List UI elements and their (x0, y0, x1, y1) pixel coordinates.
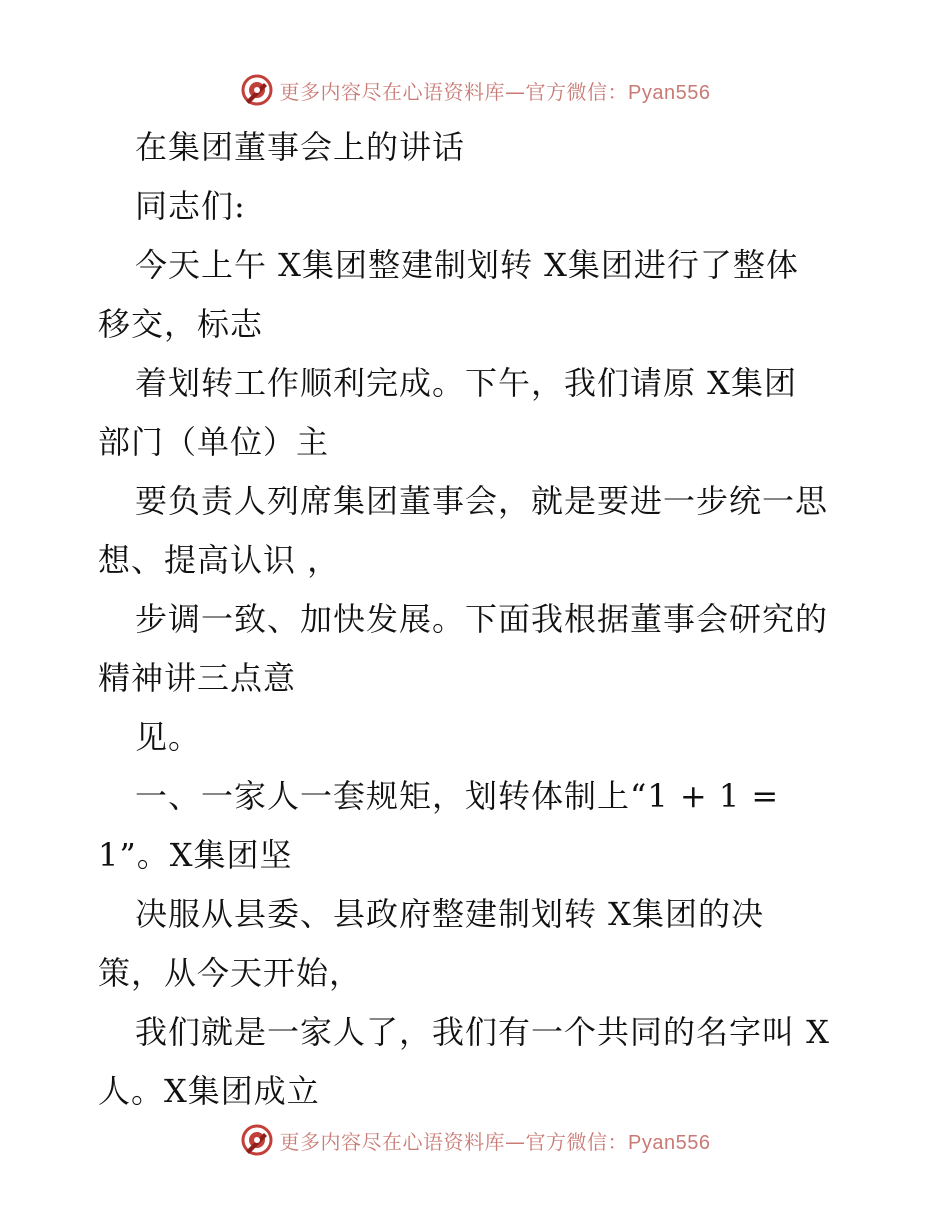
text-line: 同志们: (135, 187, 246, 225)
header-watermark-banner (0, 70, 950, 110)
header-watermark-text (280, 76, 711, 105)
header-watermark-inner (240, 73, 711, 107)
text-line: 决服从县委、县政府整建制划转 X集团的决 (135, 895, 764, 933)
text-line: 移交，标志 (98, 305, 264, 343)
footer-watermark-text (280, 1126, 711, 1155)
text-line: 我们就是一家人了，我们有一个共同的名字叫 X (135, 1013, 830, 1051)
footer-watermark-banner (0, 1120, 950, 1160)
text-line: 见。 (135, 718, 202, 756)
text-line: 1”。X集团坚 (98, 836, 293, 874)
header-watermark-label: 更多内容尽在心语资料库—官方微信： (279, 79, 629, 104)
pen-logo-icon (240, 1123, 274, 1157)
text-line: 要负责人列席集团董事会，就是要进一步统一思 (135, 482, 829, 520)
text-line: 想、提高认识 ， (98, 541, 341, 579)
header-watermark-handle: Pyan556 (628, 81, 711, 104)
footer-watermark-label: 更多内容尽在心语资料库—官方微信： (279, 1129, 629, 1154)
text-line: 精神讲三点意 (98, 659, 297, 697)
text-line: 今天上午 X集团整建制划转 X集团进行了整体 (135, 246, 799, 284)
text-line: 步调一致、加快发展。下面我根据董事会研究的 (135, 600, 829, 638)
text-line: 一、一家人一套规矩，划转体制上“1 + 1 = (135, 777, 780, 815)
footer-watermark-handle: Pyan556 (628, 1131, 711, 1154)
text-line: 在集团董事会上的讲话 (135, 128, 466, 166)
text-line: 着划转工作顺利完成。下午，我们请原 X集团 (135, 364, 797, 402)
document-body (98, 118, 858, 1121)
text-line: 策，从今天开始， (98, 954, 363, 992)
text-line: 人。X集团成立 (98, 1072, 320, 1110)
footer-watermark-inner (240, 1123, 711, 1157)
pen-logo-icon (240, 73, 274, 107)
text-line: 部门（单位）主 (98, 423, 330, 461)
